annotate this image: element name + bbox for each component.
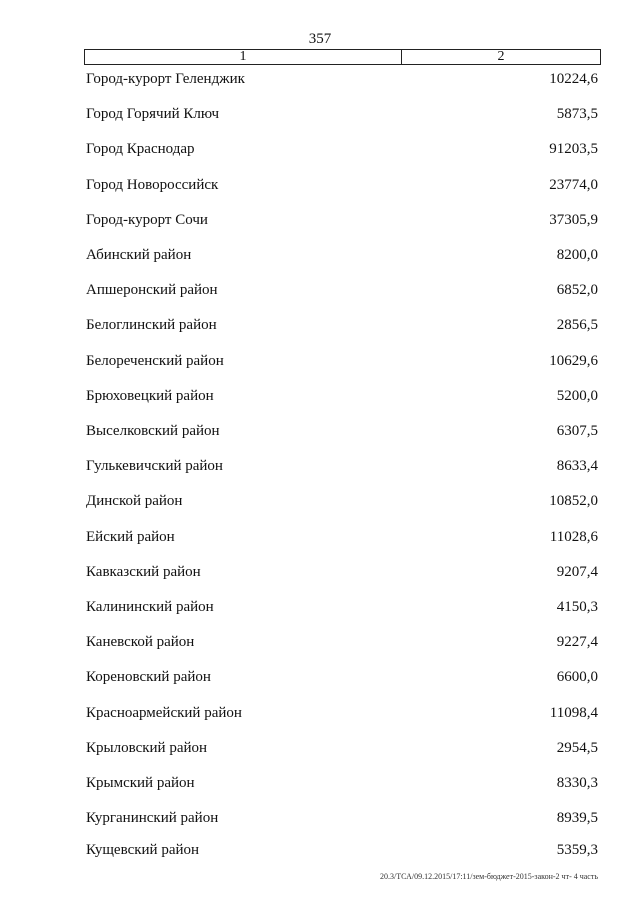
document-footer: 20.3/ТСА/09.12.2015/17:11/зем-бюджет-2015-закон-2 чт- 4 часть bbox=[380, 872, 598, 881]
row-name: Белореченский район bbox=[86, 353, 224, 369]
row-name: Выселковский район bbox=[86, 423, 220, 439]
table-row bbox=[86, 421, 598, 441]
table-row bbox=[86, 456, 598, 476]
row-name: Белоглинский район bbox=[86, 317, 217, 333]
row-name: Калининский район bbox=[86, 599, 214, 615]
row-name: Крымский район bbox=[86, 775, 195, 791]
table-row bbox=[86, 69, 598, 89]
row-value: 37305,9 bbox=[549, 212, 598, 228]
table-row bbox=[86, 773, 598, 793]
page-number: 357 bbox=[308, 31, 332, 47]
table-row bbox=[86, 667, 598, 687]
table-row bbox=[86, 527, 598, 547]
table-row bbox=[86, 210, 598, 230]
row-value: 91203,5 bbox=[549, 141, 598, 157]
row-value: 10224,6 bbox=[549, 71, 598, 87]
table-row bbox=[86, 315, 598, 335]
row-name: Крыловский район bbox=[86, 740, 208, 756]
row-name: Курганинский район bbox=[86, 810, 219, 826]
row-name: Абинский район bbox=[86, 247, 192, 263]
row-name: Динской район bbox=[86, 493, 183, 509]
row-value: 2954,5 bbox=[556, 740, 598, 756]
row-value: 5873,5 bbox=[556, 106, 598, 122]
table-row bbox=[86, 597, 598, 617]
row-value: 4150,3 bbox=[556, 599, 598, 615]
row-value: 8633,4 bbox=[556, 458, 598, 474]
table-row bbox=[86, 175, 598, 195]
table-row bbox=[86, 632, 598, 652]
row-name: Ейский район bbox=[86, 529, 175, 545]
table-row bbox=[86, 245, 598, 265]
row-name: Город Краснодар bbox=[86, 141, 195, 157]
row-value: 11028,6 bbox=[549, 529, 598, 545]
row-name: Город-курорт Сочи bbox=[86, 212, 208, 228]
row-value: 23774,0 bbox=[549, 177, 598, 193]
row-name: Кореновский район bbox=[86, 669, 211, 685]
row-name: Кавказский район bbox=[86, 564, 201, 580]
row-value: 8939,5 bbox=[556, 810, 598, 826]
table-row bbox=[86, 808, 598, 828]
row-value: 10629,6 bbox=[549, 353, 598, 369]
row-name: Каневской район bbox=[86, 634, 195, 650]
row-value: 2856,5 bbox=[556, 317, 598, 333]
row-name: Красноармейский район bbox=[86, 705, 242, 721]
table-row bbox=[86, 491, 598, 511]
row-value: 5200,0 bbox=[556, 388, 598, 404]
row-name: Брюховецкий район bbox=[86, 388, 214, 404]
row-value: 6600,0 bbox=[556, 669, 598, 685]
table-header bbox=[84, 49, 601, 65]
row-value: 9207,4 bbox=[556, 564, 598, 580]
row-value: 9227,4 bbox=[556, 634, 598, 650]
row-value: 6852,0 bbox=[556, 282, 598, 298]
table-row bbox=[86, 280, 598, 300]
row-name: Город Новороссийск bbox=[86, 177, 219, 193]
table-row bbox=[86, 351, 598, 371]
row-value: 8200,0 bbox=[556, 247, 598, 263]
table-row bbox=[86, 104, 598, 124]
table-row bbox=[86, 139, 598, 159]
table-row bbox=[86, 703, 598, 723]
table-row bbox=[86, 386, 598, 406]
header-column-2: 2 bbox=[497, 49, 505, 64]
table-row bbox=[86, 738, 598, 758]
row-value: 8330,3 bbox=[556, 775, 598, 791]
row-name: Город-курорт Геленджик bbox=[86, 71, 245, 87]
row-name: Апшеронский район bbox=[86, 282, 218, 298]
row-value: 5359,3 bbox=[556, 842, 598, 858]
table-row bbox=[86, 840, 598, 860]
header-column-1: 1 bbox=[85, 50, 402, 64]
row-name: Гулькевичский район bbox=[86, 458, 223, 474]
row-value: 11098,4 bbox=[549, 705, 598, 721]
row-value: 10852,0 bbox=[549, 493, 598, 509]
row-name: Город Горячий Ключ bbox=[86, 106, 220, 122]
table-row bbox=[86, 562, 598, 582]
row-value: 6307,5 bbox=[556, 423, 598, 439]
row-name: Кущевский район bbox=[86, 842, 200, 858]
